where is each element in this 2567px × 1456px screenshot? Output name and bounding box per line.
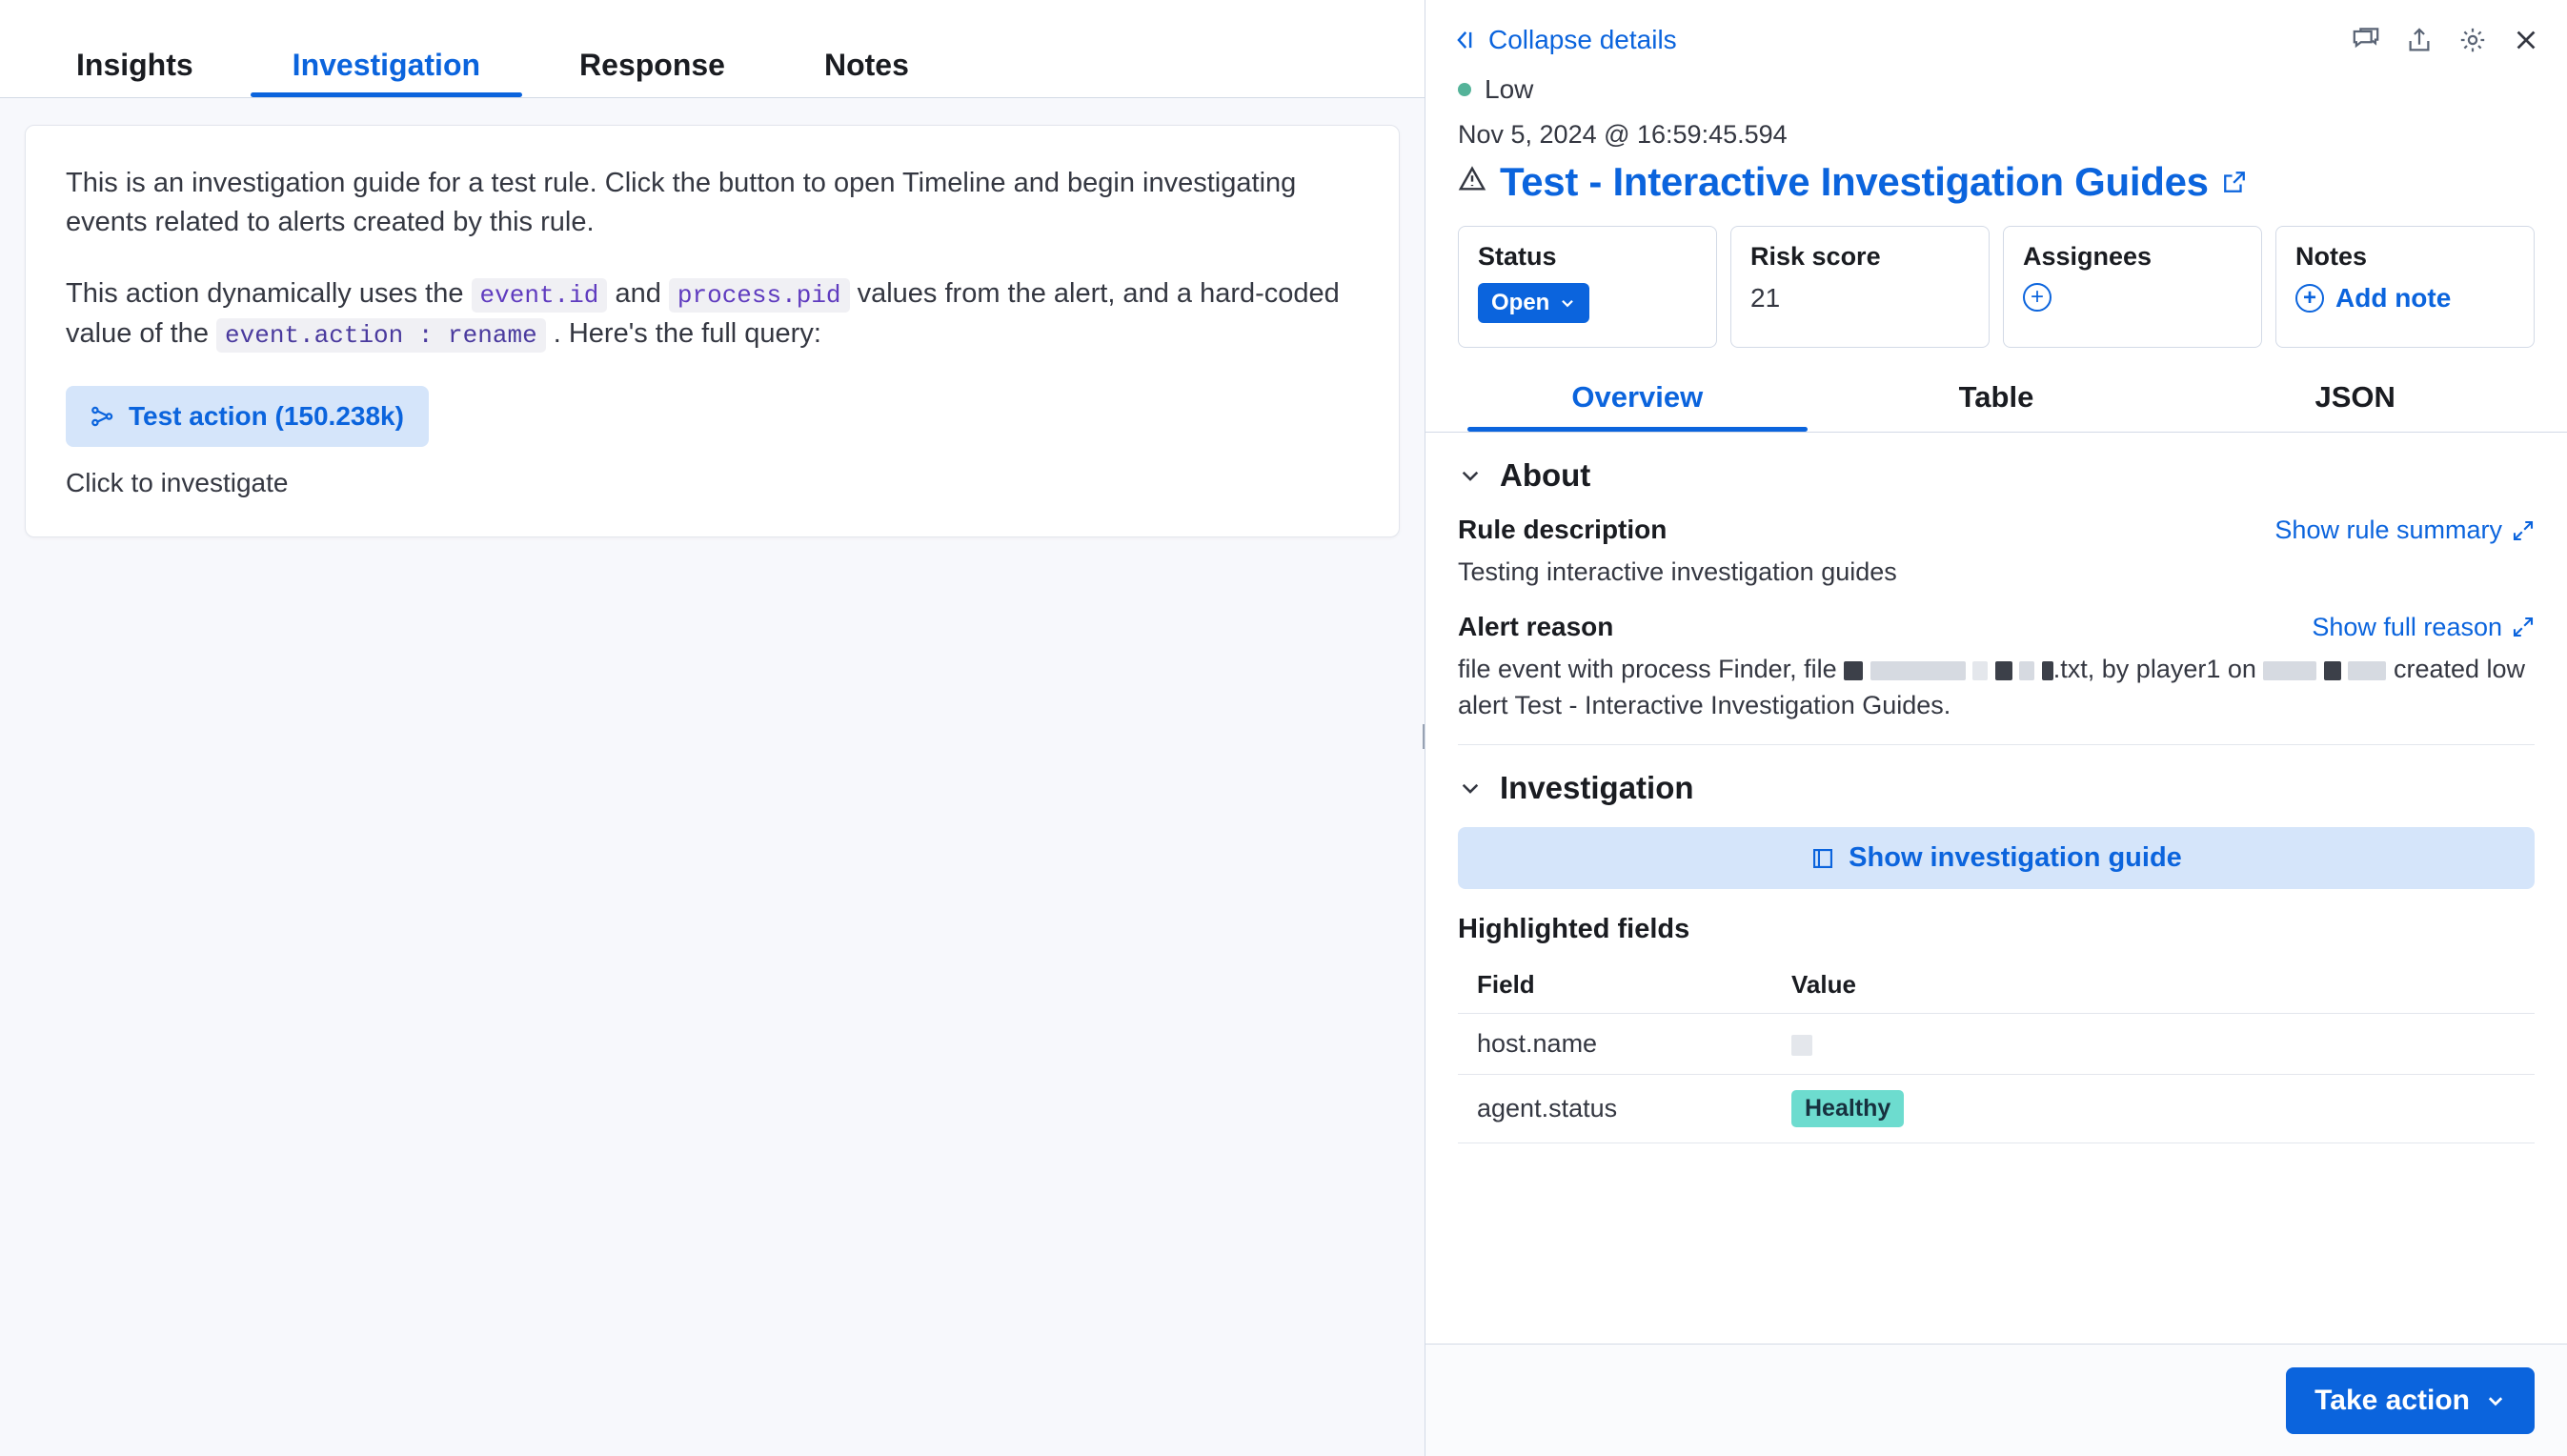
investigation-section-title: Investigation [1500,770,1694,806]
tab-insights[interactable]: Insights [76,48,193,82]
code-event-id: event.id [472,278,608,313]
guide-book-icon [1810,846,1835,871]
guide-p2-text-c: values from the alert, and a hard-coded value of the [66,278,1340,349]
alert-reason-row [1458,612,2535,642]
alert-reason-part-1: file event with process Finder, file [1458,654,1837,683]
share-icon[interactable] [2405,26,2434,54]
field-name-host-name: host.name [1458,1014,1772,1075]
risk-score-value: 21 [1750,283,1781,313]
highlighted-fields-label: Highlighted fields [1458,914,1690,945]
redacted-value [1844,661,1863,680]
code-process-pid: process.pid [669,278,850,313]
notes-label: Notes [2295,242,2368,271]
tab-response[interactable]: Response [579,48,725,82]
redacted-value [1791,1035,1812,1056]
redacted-value [2019,661,2034,680]
show-investigation-guide-button[interactable] [1458,827,2535,889]
table-row [1458,1075,2535,1143]
status-card [1458,226,1717,348]
add-note-icon: + [2295,284,2324,313]
chevron-down-icon [1559,294,1576,312]
rule-description-row [1458,515,2535,545]
tab-investigation[interactable]: Investigation [243,50,530,97]
flyout-header [1425,0,2567,63]
redacted-value [2348,661,2386,680]
tab-notes[interactable]: Notes [823,48,909,82]
redacted-value [2042,661,2053,680]
about-section-header[interactable] [1458,457,2535,494]
redacted-value [1995,661,2012,680]
risk-score-label: Risk score [1750,242,1881,271]
alert-reason-text [1458,652,2535,724]
investigation-section-header[interactable] [1458,770,2535,806]
tab-json[interactable]: JSON [2314,380,2395,414]
show-full-reason-link[interactable] [2312,613,2535,642]
alert-reason-label: Alert reason [1458,611,1614,641]
timeline-icon [91,404,115,429]
status-badge: Healthy [1791,1090,1904,1127]
redacted-value [2263,661,2316,680]
collapse-right-icon [1450,28,1475,52]
tab-overview[interactable]: Overview [1458,367,1817,432]
alert-reason-part-2: .txt, by player1 on [2052,654,2256,683]
severity-row [1458,74,2535,105]
flyout-header-actions [2352,26,2540,54]
expand-icon [2512,519,2535,542]
status-dropdown[interactable] [1478,283,1589,323]
status-card-label: Status [1478,242,1557,271]
table-row [1458,1014,2535,1075]
redacted-value [2324,661,2341,680]
assignees-label: Assignees [2023,242,2153,271]
comments-icon[interactable] [2352,26,2380,54]
alert-title[interactable]: Test - Interactive Investigation Guides [1500,159,2209,204]
field-value-host-name [1772,1014,2535,1075]
add-note-label: Add note [2335,283,2452,313]
click-to-investigate-hint: Click to investigate [66,467,289,497]
add-note-button[interactable] [2295,283,2451,313]
severity-dot-icon [1458,83,1471,96]
field-name-agent-status: agent.status [1458,1075,1772,1143]
show-rule-summary-link[interactable] [2274,516,2535,545]
alert-reason-part-3: created low alert Test - Interactive Investigation Guides. [1458,654,2526,719]
flyout-summary-top [1425,63,2567,354]
guide-p2-text-a: This action dynamically uses the [66,278,464,310]
field-value-agent-status [1772,1075,2535,1143]
tab-table[interactable]: Table [1958,380,2034,414]
risk-score-card [1730,226,1990,348]
guide-p2-text-b: and [615,278,661,310]
collapse-details-label: Collapse details [1488,25,1677,54]
guide-paragraph-2 [66,274,1359,353]
expand-icon [2512,616,2535,638]
warning-icon [1458,165,1486,199]
gear-icon[interactable] [2458,26,2487,54]
section-divider [1458,744,2535,745]
code-event-action-rename: event.action : rename [216,318,546,353]
redacted-value [1870,661,1966,680]
column-header-value: Value [1772,961,2535,1014]
rule-description-label: Rule description [1458,515,1668,544]
test-action-button[interactable] [66,386,429,447]
chevron-down-icon [1458,463,1483,488]
chevron-down-icon [1458,776,1483,800]
flyout-content [1425,433,2567,1344]
severity-label: Low [1485,74,1534,104]
guide-p2-text-d: . Here's the full query: [553,317,821,349]
flyout-tab-bar [1425,367,2567,433]
external-link-icon[interactable] [2222,170,2247,194]
guide-paragraph-1: This is an investigation guide for a test rule. Click the button to open Timeline and begin investigating events related to alerts created by this rule. [66,168,1297,238]
investigation-guide-card [25,125,1400,537]
left-body [0,98,1425,1456]
left-tab-bar [0,0,1425,98]
take-action-label: Take action [2314,1384,2470,1416]
table-header-row [1458,961,2535,1014]
collapse-details-button[interactable] [1450,25,1677,55]
redacted-value [1972,661,1988,680]
assignees-card [2003,226,2262,348]
show-full-reason-label: Show full reason [2312,612,2502,641]
test-action-label: Test action (150.238k) [129,400,404,431]
notes-card [2275,226,2535,348]
alert-title-row [1458,159,2535,205]
take-action-button[interactable] [2286,1367,2535,1434]
show-investigation-guide-label: Show investigation guide [1849,842,2182,874]
rule-description-text: Testing interactive investigation guides [1458,557,1897,586]
add-assignee-icon[interactable]: + [2023,283,2052,312]
alert-timestamp: Nov 5, 2024 @ 16:59:45.594 [1458,120,1788,149]
close-icon[interactable] [2512,26,2540,54]
about-section-title: About [1500,457,1591,493]
status-value: Open [1491,290,1550,315]
alert-details-flyout [1425,0,2567,1456]
flyout-footer [1425,1344,2567,1456]
summary-cards [1458,226,2535,348]
highlighted-fields-table [1458,961,2535,1143]
chevron-down-icon [2485,1390,2506,1411]
show-rule-summary-label: Show rule summary [2274,516,2502,544]
column-header-field: Field [1458,961,1772,1014]
